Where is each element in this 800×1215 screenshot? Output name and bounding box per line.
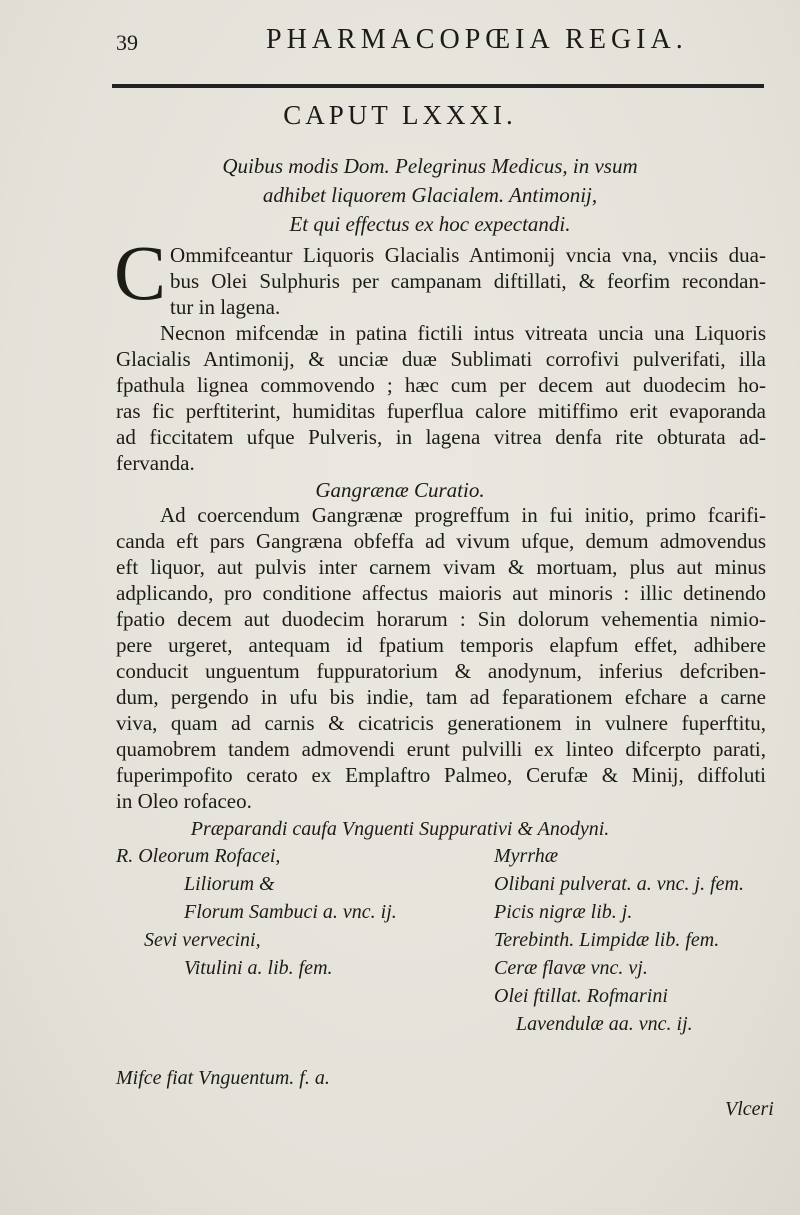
running-title: PHARMACOPŒIA REGIA.	[266, 24, 688, 55]
recipe-ingredient: Terebinth. Limpidæ lib. fem.	[494, 929, 720, 951]
text-line: fuperimpofito cerato ex Emplaftro Palmeo, Cerufæ & Minij, diffoluti	[116, 763, 766, 787]
text-line: ad ficcitatem ufque Pulveris, in lagena vitrea denfa rite obturata ad-	[116, 425, 766, 449]
text-line: ras fic perftiterint, humiditas fuperflua calore mitiffimo erit evaporanda	[116, 399, 766, 423]
recipe-ingredient: Olei ftillat. Rofmarini	[494, 985, 668, 1007]
recipe-ingredient: Sevi vervecini,	[144, 929, 261, 951]
chapter-title: CAPUT LXXXI.	[283, 100, 517, 130]
paragraph-1	[114, 229, 766, 320]
text-line: fpatio decem aut duodecim horarum : Sin dolorum vehementia nimio-	[116, 607, 766, 631]
recipe-ingredient: Vitulini a. lib. fem.	[184, 957, 333, 979]
recipe-ingredient: Picis nigræ lib. j.	[494, 901, 633, 923]
chapter-subtitle	[150, 152, 710, 239]
recipe-closing: Mifce fiat Vnguentum. f. a.	[116, 1067, 330, 1089]
text-line: Necnon mifcendæ in patina fictili intus vitreata uncia una Liquoris	[160, 321, 766, 345]
text-line: Ommifceantur Liquoris Glacialis Antimonij vncia vna, vnciis dua-	[170, 243, 766, 267]
text-line: pere urgeret, antequam id fpatium temporis elapfum effet, adhibere	[116, 633, 766, 657]
recipe-ingredient: Olibani pulverat. a. vnc. j. fem.	[494, 873, 744, 895]
catchword: Vlceri	[725, 1098, 774, 1120]
text-line: quamobrem tandem admovendi erunt pulvilli ex linteo difcerpto parati,	[116, 737, 766, 761]
page-header	[0, 22, 800, 62]
subtitle-line: adhibet liquorem Glacialem. Antimonij,	[262, 183, 598, 207]
recipe-right-column	[494, 842, 744, 1038]
text-line: canda eft pars Gangræna obfeffa ad vivum ufque, demum admovendus	[116, 529, 766, 553]
section-heading-gangrene: Gangrænæ Curatio.	[315, 478, 485, 502]
paragraph-2	[116, 320, 766, 476]
recipe-ingredient: Liliorum &	[184, 873, 275, 895]
recipe-ingredient: Florum Sambuci a. vnc. ij.	[184, 901, 397, 923]
text-line: conducit unguentum fuppuratorium & anodynum, inferius defcriben-	[116, 659, 766, 683]
section-heading-recipe: Præparandi caufa Vnguenti Suppurativi & Anodyni.	[190, 818, 610, 840]
paragraph-gangrene	[116, 502, 766, 814]
text-line: in Oleo rofaceo.	[116, 789, 252, 813]
recipe-left-column	[116, 842, 397, 982]
text-line: fpathula lignea commovendo ; hæc cum per decem aut duodecim ho-	[116, 373, 766, 397]
page-number: 39	[116, 30, 138, 55]
text-line: fervanda.	[116, 451, 195, 475]
text-line: viva, quam ad carnis & cicatricis generationem in vulnere fuperftitu,	[116, 711, 766, 735]
header-rule	[112, 84, 764, 88]
recipe-ingredient: R. Oleorum Rofacei,	[116, 845, 281, 867]
text-line: eft liquor, aut pulvis inter carnem vivam & mortuam, plus aut minus	[116, 555, 766, 579]
subtitle-line: Quibus modis Dom. Pelegrinus Medicus, in vsum	[222, 154, 638, 178]
text-line: Ad coercendum Gangrænæ progreffum in fui initio, primo fcarifi-	[160, 503, 766, 527]
text-line: dum, pergendo in ufu bis indie, tam ad feparationem efchare a carne	[116, 685, 766, 709]
recipe-ingredient: Myrrhæ	[494, 845, 559, 867]
recipe-ingredient: Lavendulæ aa. vnc. ij.	[516, 1013, 693, 1035]
text-line: tur in lagena.	[170, 295, 281, 319]
text-line: bus Olei Sulphuris per campanam diftillati, & feorfim recondan-	[170, 269, 766, 293]
text-line: Glacialis Antimonij, & unciæ duæ Sublimati corrofivi pulverifati, illa	[116, 347, 766, 371]
text-line: adplicando, pro conditione affectus maioris aut minoris : illic detinendo	[116, 581, 766, 605]
subtitle-line: Et qui effectus ex hoc expectandi.	[289, 212, 571, 236]
recipe-ingredient: Ceræ flavæ vnc. vj.	[494, 957, 648, 979]
drop-cap: C	[114, 229, 167, 316]
